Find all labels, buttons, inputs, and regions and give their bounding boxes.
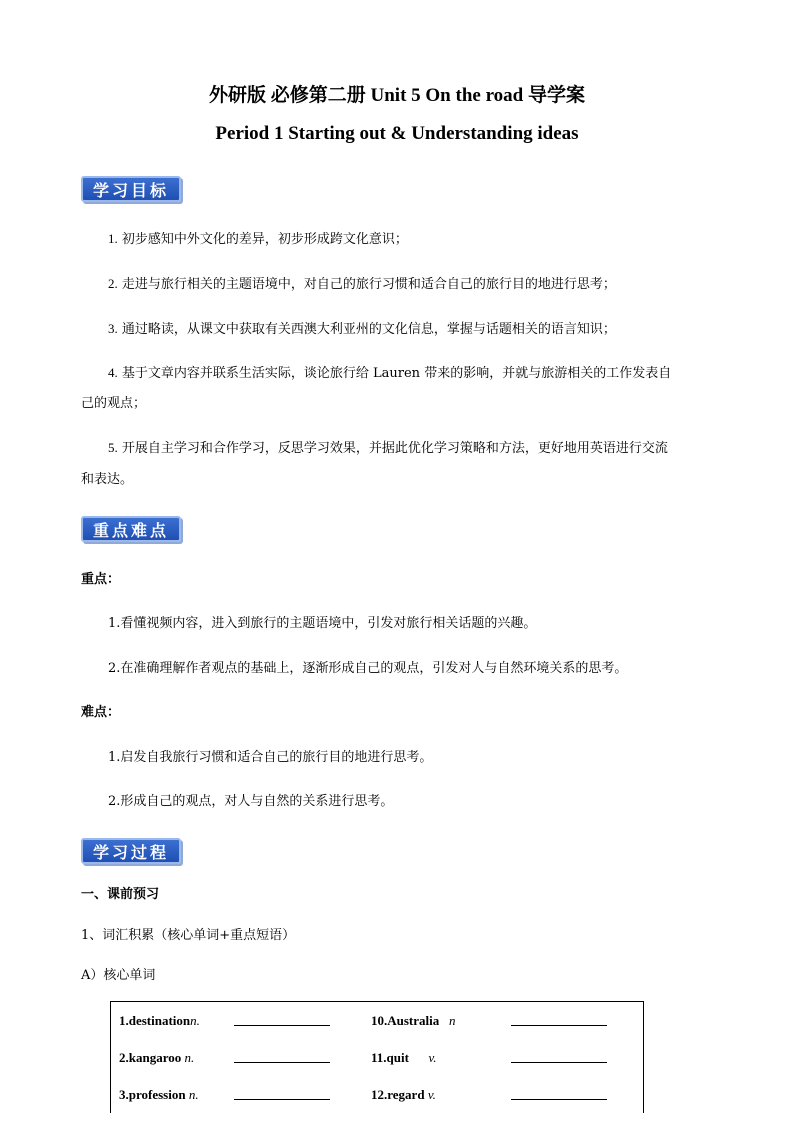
answer-blank[interactable] <box>511 1048 607 1063</box>
key-label: 重点： <box>81 572 121 587</box>
goal-item-continued: 己的观点； <box>81 396 147 411</box>
table-row <box>111 1039 644 1076</box>
answer-blank[interactable] <box>234 1048 330 1063</box>
goal-item: 4. 基于文章内容并联系生活实际，谈论旅行给 Lauren 带来的影响，并就与旅游相关的工作发表自 <box>108 365 672 381</box>
vocab-pos: n. <box>190 1012 200 1028</box>
difficult-label: 难点： <box>81 705 121 720</box>
answer-blank[interactable] <box>511 1011 607 1026</box>
vocab-pos: n <box>449 1012 456 1028</box>
vocab-word: 3.profession <box>119 1086 186 1102</box>
vocab-word: 12.regard <box>371 1086 425 1102</box>
vocab-pos: v. <box>428 1049 437 1065</box>
goal-item: 1. 初步感知中外文化的差异，初步形成跨文化意识； <box>108 231 408 247</box>
section-badge-keypoints: 重点难点 <box>81 516 181 542</box>
answer-blank[interactable] <box>234 1085 330 1100</box>
answer-blank[interactable] <box>511 1085 607 1100</box>
goal-item: 5. 开展自主学习和合作学习，反思学习效果，并据此优化学习策略和方法，更好地用英语进行交流 <box>108 440 668 456</box>
section-badge-goals: 学习目标 <box>81 176 181 202</box>
process-part-heading: 一、课前预习 <box>81 887 160 902</box>
key-item: 2.在准确理解作者观点的基础上，逐渐形成自己的观点，引发对人与自然环境关系的思考。 <box>108 661 628 676</box>
vocab-pos: v. <box>427 1086 436 1102</box>
section-badge-process: 学习过程 <box>81 838 181 864</box>
vocab-pos: n. <box>188 1086 199 1102</box>
vocab-word: 11.quit <box>371 1049 409 1065</box>
goal-item: 2. 走进与旅行相关的主题语境中，对自己的旅行习惯和适合自己的旅行目的地进行思考； <box>108 276 616 292</box>
goal-item: 3. 通过略读，从课文中获取有关西澳大利亚州的文化信息，掌握与话题相关的语言知识； <box>108 321 616 337</box>
key-item: 1.看懂视频内容，进入到旅行的主题语境中，引发对旅行相关话题的兴趣。 <box>108 616 537 631</box>
table-row <box>111 1076 644 1113</box>
vocab-word: 2.kangaroo <box>119 1049 182 1065</box>
vocab-word: 1.destination <box>119 1012 191 1028</box>
page-title: 外研版 必修第二册 Unit 5 On the road 导学案 <box>209 85 585 106</box>
vocab-table <box>110 1001 644 1113</box>
page-subtitle: Period 1 Starting out & Understanding ideas <box>215 123 579 144</box>
vocab-pos: n. <box>184 1049 195 1065</box>
process-subheading: A）核心单词 <box>81 968 156 983</box>
table-row <box>111 1002 644 1040</box>
answer-blank[interactable] <box>234 1011 330 1026</box>
goal-item-continued: 和表达。 <box>81 472 134 487</box>
process-item: 1、词汇积累（核心单词+重点短语） <box>81 928 296 943</box>
vocab-word: 10.Australia <box>371 1012 440 1028</box>
difficult-item: 2.形成自己的观点，对人与自然的关系进行思考。 <box>108 794 394 809</box>
difficult-item: 1.启发自我旅行习惯和适合自己的旅行目的地进行思考。 <box>108 750 433 765</box>
